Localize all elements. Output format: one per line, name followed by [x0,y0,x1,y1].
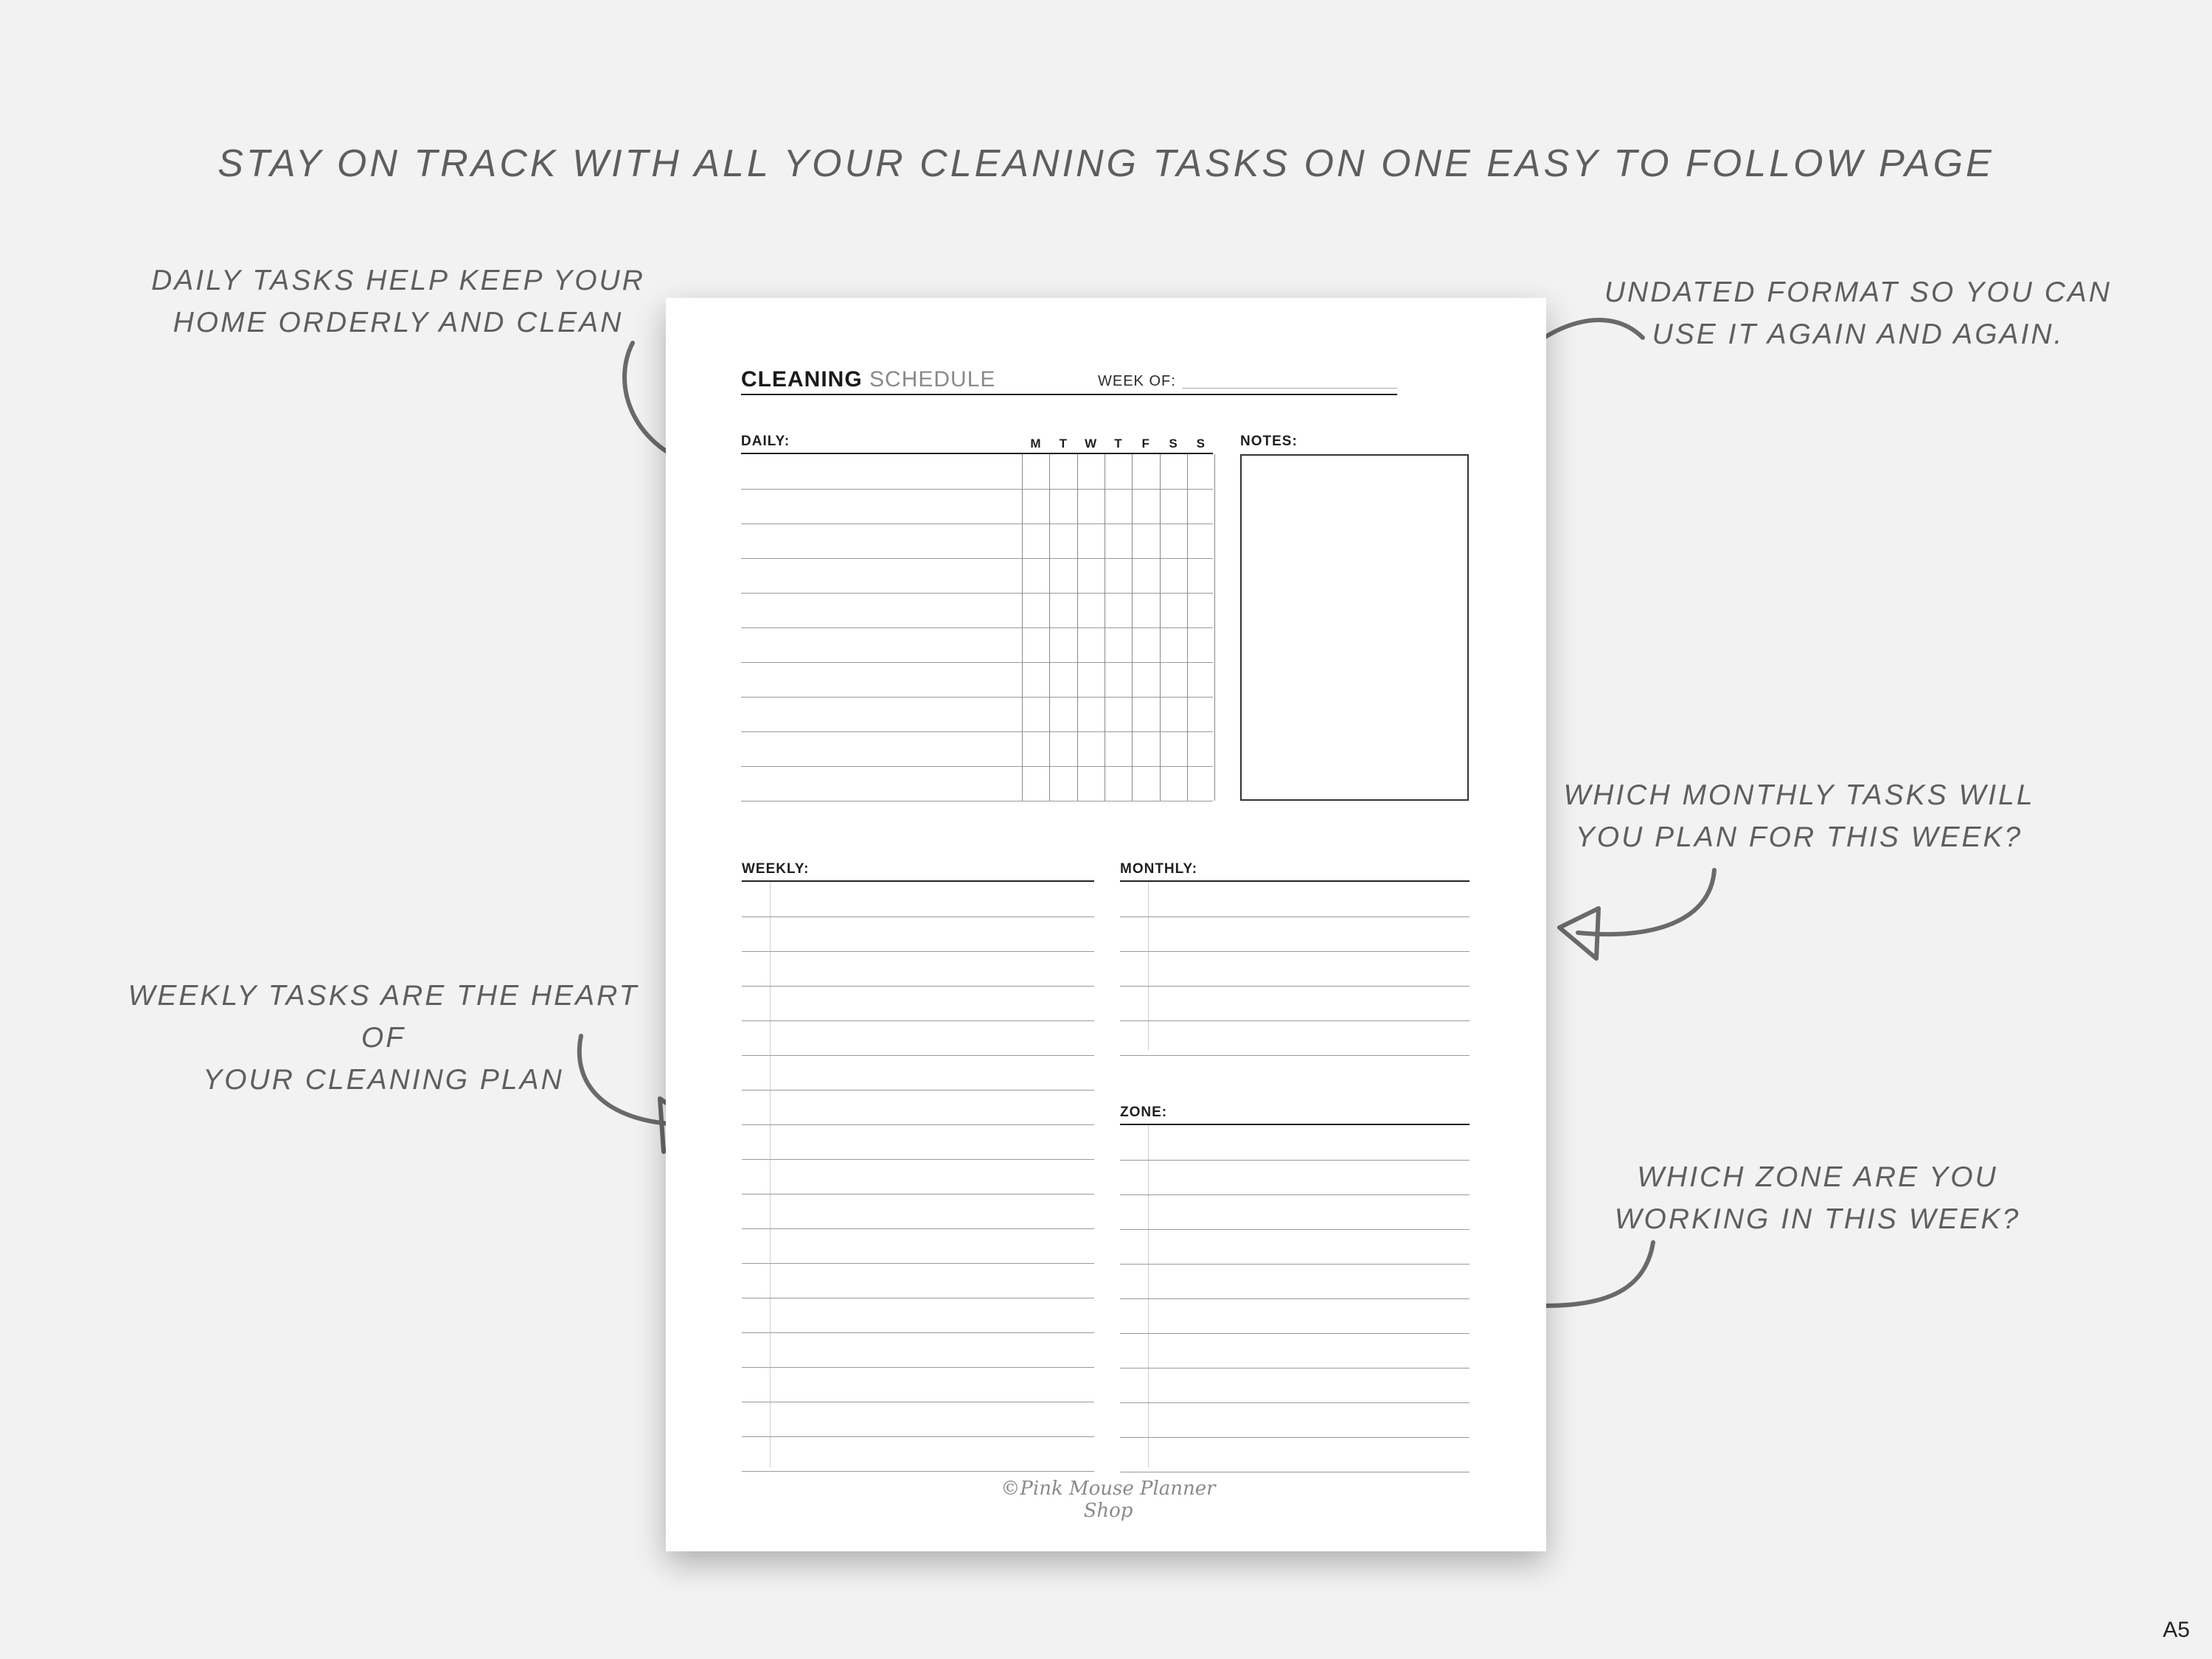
daily-row-line [741,627,1213,628]
monthly-rule [1120,880,1470,882]
arrow-weekly-icon [580,1036,678,1124]
weekly-row-line [742,986,1094,987]
day-header: W [1085,437,1097,451]
notes-box[interactable] [1240,454,1469,801]
callout-zone-line-2: WORKING IN THIS WEEK? [1614,1203,2021,1235]
callout-undated-line-2: USE IT AGAIN AND AGAIN. [1652,319,2065,350]
daily-day-column-line [1132,454,1133,801]
monthly-row-line [1120,986,1470,987]
daily-rule [741,453,1213,454]
headline: STAY ON TRACK WITH ALL YOUR CLEANING TASKS ON ONE EASY TO FOLLOW PAGE [218,142,1994,185]
notes-label: NOTES: [1240,434,1298,449]
daily-row-line [741,489,1213,490]
planner-sheet [666,298,1546,1551]
weekly-row-line [742,1263,1094,1264]
weekly-row-line [742,1228,1094,1229]
day-header: T [1114,437,1122,451]
daily-day-column-line [1214,454,1215,801]
day-header: T [1059,437,1067,451]
daily-day-column-line [1077,454,1078,801]
zone-check-column [1148,1125,1149,1467]
sheet-title-light: SCHEDULE [869,367,996,392]
callout-undated-line-1: UNDATED FORMAT SO YOU CAN [1604,276,2112,308]
daily-row-line [741,662,1213,663]
monthly-row-line [1120,1055,1470,1056]
weekly-row-line [742,1020,1094,1021]
paper-size-label: A5 [2163,1618,2190,1642]
zone-row-line [1120,1194,1470,1195]
weekly-row-line [742,1436,1094,1437]
monthly-row-line [1120,1020,1470,1021]
callout-monthly-line-2: YOU PLAN FOR THIS WEEK? [1575,821,2023,853]
daily-row-line [741,731,1213,732]
daily-day-column-line [1187,454,1188,801]
callout-monthly-line-1: WHICH MONTHLY TASKS WILL [1563,779,2035,811]
zone-row-line [1120,1298,1470,1299]
zone-rule [1120,1124,1470,1125]
weekly-row-line [742,1367,1094,1368]
callout-weekly-line-2: YOUR CLEANING PLAN [203,1064,564,1096]
daily-row-line [741,593,1213,594]
daily-day-column-line [1049,454,1050,801]
zone-row-line [1120,1333,1470,1334]
weekly-row-line [742,1090,1094,1091]
weekly-check-column [770,882,771,1467]
zone-row-line [1120,1264,1470,1265]
sheet-title-bold: CLEANING [741,367,863,392]
day-header: S [1169,437,1178,451]
zone-label: ZONE: [1120,1105,1168,1120]
daily-row-line [741,697,1213,698]
daily-day-column-line [1022,454,1023,801]
callout-daily-line-2: HOME ORDERLY AND CLEAN [173,307,624,338]
day-header: F [1141,437,1150,451]
weekly-row-line [742,1332,1094,1333]
daily-day-column-line [1160,454,1161,801]
zone-row-line [1120,1437,1470,1438]
zone-row-line [1120,1402,1470,1403]
day-header: M [1030,437,1041,451]
monthly-check-column [1148,882,1149,1050]
day-header: S [1196,437,1205,451]
weekly-row-line [742,951,1094,952]
shop-signature: ©Pink Mouse Planner Shop [1001,1478,1216,1522]
monthly-row-line [1120,951,1470,952]
zone-row-line [1120,1229,1470,1230]
week-of-label: WEEK OF: [1098,373,1176,389]
daily-row-line [741,558,1213,559]
title-rule [741,394,1397,395]
callout-daily-line-1: DAILY TASKS HELP KEEP YOUR [151,265,645,296]
weekly-row-line [742,1159,1094,1160]
weekly-rule [742,880,1094,882]
weekly-row-line [742,1055,1094,1056]
weekly-row-line [742,1471,1094,1472]
daily-row-line [741,766,1213,767]
callout-zone-line-1: WHICH ZONE ARE YOU [1637,1161,1998,1193]
sheet-title [741,367,995,392]
callout-weekly-line-1: WEEKLY TASKS ARE THE HEART OF [128,980,639,1054]
daily-label: DAILY: [741,434,790,449]
week-of-field[interactable] [1182,388,1397,389]
weekly-row-line [742,1124,1094,1125]
weekly-label: WEEKLY: [742,861,810,877]
monthly-label: MONTHLY: [1120,861,1198,877]
zone-row-line [1120,1160,1470,1161]
